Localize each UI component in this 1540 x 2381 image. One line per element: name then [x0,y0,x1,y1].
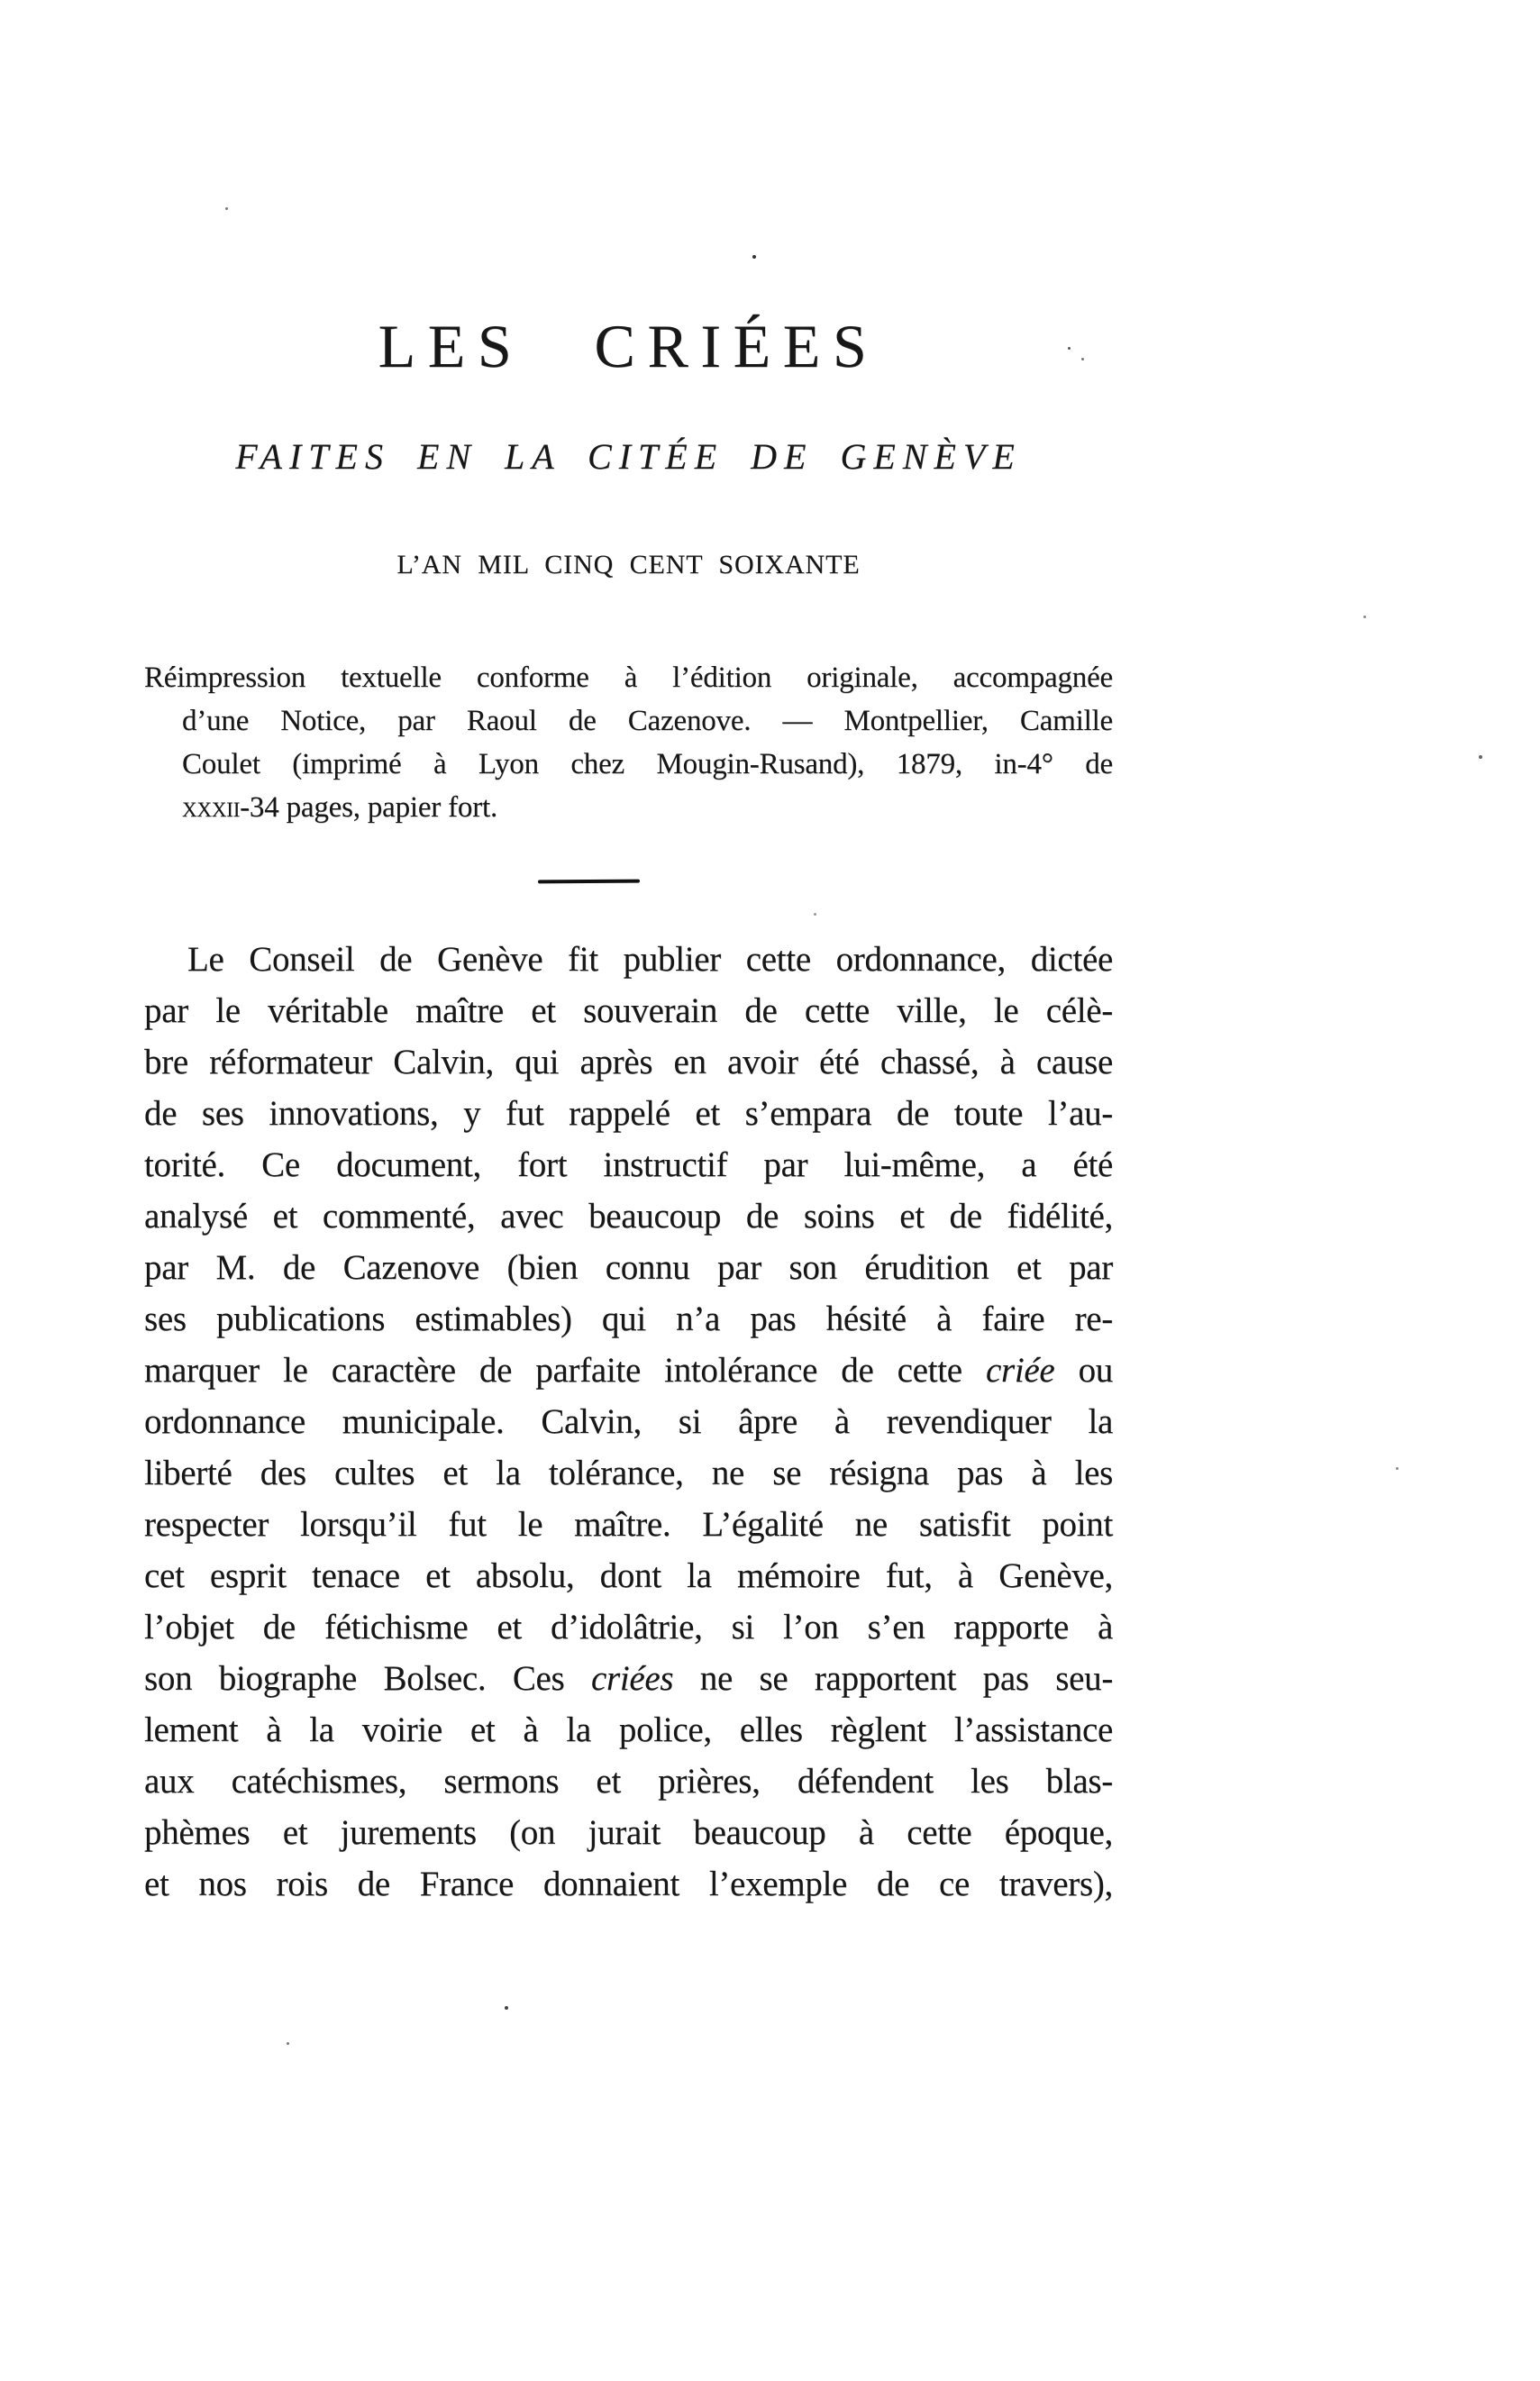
text-segment: son biographe Bolsec. Ces [144,1659,591,1698]
text-segment: torité. Ce document, fort instructif par lui-même, a été [144,1145,1113,1184]
text-line [144,1653,1113,1704]
text-line [144,1499,1113,1550]
text-segment: cet esprit tenace et absolu, dont la mémoire fut, à Genève, [144,1556,1113,1595]
text-line [144,1858,1113,1910]
text-segment: bre réformateur Calvin, qui après en avoir été chassé, à cause [144,1043,1113,1081]
text-segment: pages, papier fort. [278,791,498,824]
imprint-note [144,656,1113,829]
text-segment: ordonnance municipale. Calvin, si âpre à revendiquer la [144,1402,1113,1441]
page-subtitle: FAITES EN LA CITÉE DE GENÈVE [235,436,1022,477]
text-line [144,699,1113,743]
text-segment: ou [1054,1351,1113,1390]
text-line [144,656,1113,699]
text-segment: phèmes et jurements (on jurait beaucoup à cette époque, [144,1813,1113,1852]
text-segment: respecter lorsqu’il fut le maître. L’égalité ne satisfit point [144,1505,1113,1544]
text-segment: Le Conseil de Genève fit publier cette ordonnance, dictée [187,940,1113,979]
text-segment: Coulet (imprimé à Lyon chez Mougin-Rusand), 1879, in-4° de [182,748,1113,780]
scan-speck [814,913,816,916]
scan-speck [1479,755,1482,759]
text-segment: analysé et commenté, avec beaucoup de soins et de fidélité, [144,1197,1113,1236]
text-segment: lement à la voirie et à la police, elles règlent l’assistance [144,1710,1113,1749]
scan-speck [287,2042,289,2045]
text-segment: par le véritable maître et souverain de cette ville, le célè- [144,991,1113,1030]
text-line [144,786,1113,829]
scan-speck [1363,616,1366,618]
scan-speck [752,255,756,259]
scan-speck [225,207,228,210]
text-line [144,1601,1113,1653]
text-line [144,985,1113,1036]
text-line [144,1756,1113,1807]
page-title: LES CRIÉES [378,312,879,380]
text-line [144,934,1113,985]
text-segment: marquer le caractère de parfaite intolérance de cette [144,1351,986,1390]
text-line [144,1088,1113,1139]
scan-speck [1068,347,1071,350]
date-line: L’AN MIL CINQ CENT SOIXANTE [396,550,861,579]
smallcaps-term: xxxii-34 [182,791,279,824]
text-line [144,1807,1113,1858]
text-segment: de ses innovations, y fut rappelé et s’empara de toute l’au- [144,1094,1113,1133]
section-divider [538,880,640,884]
text-line [144,1036,1113,1088]
text-line [144,743,1113,786]
italic-term: criées [590,1659,674,1698]
text-segment: aux catéchismes, sermons et prières, défendent les blas- [144,1762,1113,1801]
text-line [144,1704,1113,1756]
scan-speck [1081,358,1084,360]
text-segment: Réimpression textuelle conforme à l’édition originale, accompagnée [144,661,1113,694]
text-line [144,1139,1113,1190]
scan-speck [1396,1467,1399,1470]
scan-speck [505,2006,508,2010]
text-line [144,1447,1113,1499]
text-segment: et nos rois de France donnaient l’exemple de ce travers), [144,1865,1113,1903]
text-segment: par M. de Cazenove (bien connu par son érudition et par [144,1248,1113,1287]
text-segment: l’objet de fétichisme et d’idolâtrie, si l’on s’en rapporte à [144,1608,1113,1647]
text-segment: liberté des cultes et la tolérance, ne se résigna pas à les [144,1454,1113,1492]
text-segment: d’une Notice, par Raoul de Cazenove. — Montpellier, Camille [182,705,1113,737]
text-line [144,1396,1113,1447]
text-line [144,1550,1113,1601]
text-line [144,1242,1113,1293]
text-line [144,1293,1113,1345]
text-line [144,1190,1113,1242]
text-segment: ne se rapportent pas seu- [673,1659,1114,1698]
body-paragraph [144,934,1113,1910]
text-line [144,1345,1113,1396]
text-segment: ses publications estimables) qui n’a pas hésité à faire re- [144,1300,1113,1338]
italic-term: criée [985,1351,1055,1390]
